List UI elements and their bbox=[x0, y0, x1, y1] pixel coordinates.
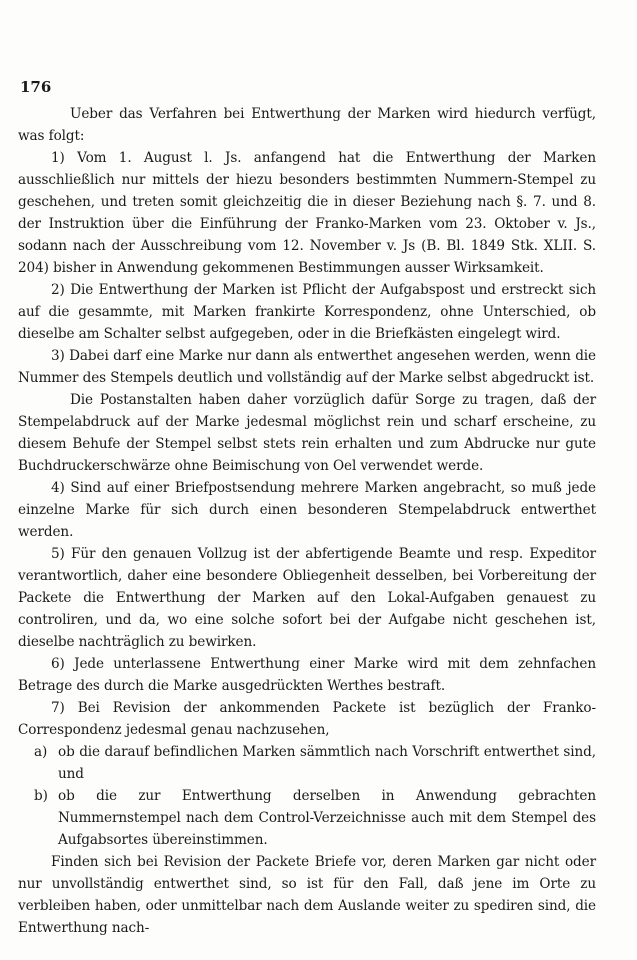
paragraph-6: 6) Jede unterlassene Entwerthung einer Marke wird mit dem zehnfachen Betrage des durch die Marke ausgedrückten Werthes bestraft. bbox=[18, 656, 596, 694]
list-label-a: a) bbox=[34, 744, 48, 760]
paragraph-2: 2) Die Entwerthung der Marken ist Pflicht der Aufgabspost und erstreckt sich auf die gesammte, mit Marken frankirte Korrespondenz, ohne Unterschied, ob dieselbe am Schalter selbst aufgegeben, oder in die Briefkästen eingelegt wird. bbox=[18, 282, 596, 342]
paragraph-1: 1) Vom 1. August l. Js. anfangend hat die Entwerthung der Marken ausschließlich nur mittels der hiezu besonders bestimmten Nummern-Stempel zu geschehen, und treten somit gleichzeitig die in dieser Beziehung nach §. 7. und 8. der Instruktion über die Einführung der Franko-Marken vom 23. Oktober v. Js., sodann nach der Ausschreibung vom 12. November v. Js (B. Bl. 1849 Stk. XLII. S. 204) bisher in Anwendung gekommenen Bestimmungen ausser Wirksamkeit. bbox=[18, 150, 596, 276]
paragraph-3: 3) Dabei darf eine Marke nur dann als entwerthet angesehen werden, wenn die Nummer des Stempels deutlich und vollständig auf der Marke selbst abgedruckt ist. bbox=[18, 348, 596, 386]
paragraph-5: 5) Für den genauen Vollzug ist der abfertigende Beamte und resp. Expeditor verantwortlich, daher eine besondere Obliegenheit desselben, bei Vorbereitung der Packete die Entwerthung der Marken auf den Lokal-Aufgaben genauest zu controliren, und da, wo eine solche sofort bei der Aufgabe nicht geschehen ist, dieselbe nachträglich zu bewirken. bbox=[18, 546, 596, 650]
paragraph-3b: Die Postanstalten haben daher vorzüglich dafür Sorge zu tragen, daß der Stempelabdruck auf der Marke jedesmal möglichst rein und scharf erscheine, zu diesem Behufe der Stempel selbst stets rein erhalten und zum Abdrucke nur gute Buchdruckerschwärze ohne Beimischung von Oel verwendet werde. bbox=[18, 392, 596, 474]
page-number: 176 bbox=[20, 78, 52, 96]
list-text-a: ob die darauf befindlichen Marken sämmtlich nach Vorschrift entwerthet sind, und bbox=[58, 744, 596, 782]
paragraph-8: Finden sich bei Revision der Packete Briefe vor, deren Marken gar nicht oder nur unvollständig entwerthet sind, so ist für den Fall, daß jene im Orte zu verbleiben haben, oder unmittelbar nach dem Auslande weiter zu spediren sind, die Entwerthung nach- bbox=[18, 854, 596, 936]
paragraph-7: 7) Bei Revision der ankommenden Packete ist bezüglich der Franko-Correspondenz jedesmal genau nachzusehen, bbox=[18, 700, 596, 738]
list-item-b bbox=[18, 785, 596, 851]
list-text-b: ob die zur Entwerthung derselben in Anwendung gebrachten Nummernstempel nach dem Control-Verzeichnisse auch mit dem Stempel des Aufgabsortes übereinstimmen. bbox=[58, 788, 596, 848]
paragraph-4: 4) Sind auf einer Briefpostsendung mehrere Marken angebracht, so muß jede einzelne Marke für sich durch einen besonderen Stempelabdruck entwerthet werden. bbox=[18, 480, 596, 540]
list-label-b: b) bbox=[34, 788, 48, 804]
body-text bbox=[18, 103, 596, 939]
paragraph-intro: Ueber das Verfahren bei Entwerthung der Marken wird hiedurch verfügt, was folgt: bbox=[18, 106, 596, 144]
list-item-a bbox=[18, 741, 596, 785]
